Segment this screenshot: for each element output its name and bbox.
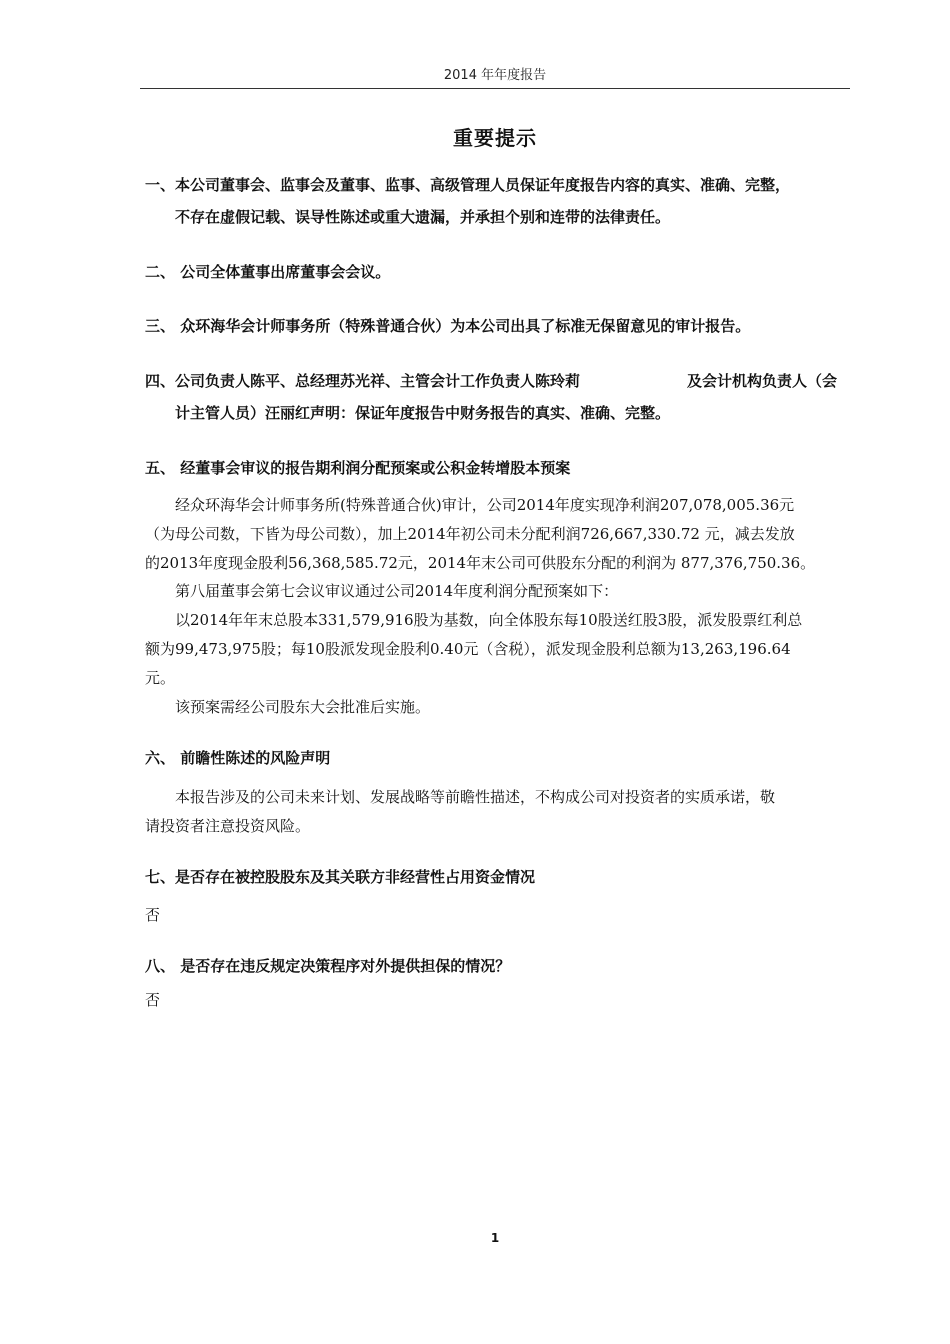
section-3: 三、 众环海华会计师事务所（特殊普通合伙）为本公司出具了标准无保留意见的审计报告。 [145, 317, 751, 335]
section-1-line-2: 不存在虚假记载、误导性陈述或重大遗漏，并承担个别和连带的法律责任。 [175, 208, 671, 226]
section-2: 二、 公司全体董事出席董事会会议。 [145, 263, 391, 281]
section-5-para-1-line-1: 经众环海华会计师事务所(特殊普通合伙)审计，公司2014年度实现净利润207,078,005.36元 [175, 496, 795, 514]
section-4-line-1a: 四、公司负责人陈平、总经理苏光祥、主管会计工作负责人陈玲莉 [145, 372, 581, 390]
section-5-para-3-line-1: 以2014年年末总股本331,579,916股为基数，向全体股东每10股送红股3股，派发股票红利总 [175, 611, 803, 629]
section-6-para-line-1: 本报告涉及的公司未来计划、发展战略等前瞻性描述，不构成公司对投资者的实质承诺，敬 [175, 788, 776, 806]
section-4-line-2: 计主管人员）汪丽红声明：保证年度报告中财务报告的真实、准确、完整。 [175, 404, 671, 422]
section-5-para-2: 第八届董事会第七会议审议通过公司2014年度利润分配预案如下： [175, 582, 619, 600]
header-divider [140, 88, 850, 89]
page-header-title: 2014 年年度报告 [443, 68, 547, 83]
section-7-answer: 否 [145, 906, 161, 924]
section-5-heading: 五、 经董事会审议的报告期利润分配预案或公积金转增股本预案 [145, 459, 571, 477]
page-number: 1 [490, 1231, 500, 1245]
section-5-para-1-line-3: 的2013年度现金股利56,368,585.72元，2014年末公司可供股东分配的利润为 877,376,750.36。 [145, 554, 816, 572]
section-5-para-1-line-2: （为母公司数，下皆为母公司数），加上2014年初公司未分配利润726,667,330.72 元，减去发放 [145, 525, 795, 543]
section-6-heading: 六、 前瞻性陈述的风险声明 [145, 749, 331, 767]
section-8-answer: 否 [145, 991, 161, 1009]
section-7-heading: 七、是否存在被控股股东及其关联方非经营性占用资金情况 [145, 868, 536, 886]
document-title: 重要提示 [453, 126, 537, 150]
section-4-line-1b: 及会计机构负责人（会 [687, 372, 838, 390]
section-5-para-4: 该预案需经公司股东大会批准后实施。 [175, 698, 431, 716]
section-8-heading: 八、 是否存在违反规定决策程序对外提供担保的情况？ [145, 957, 511, 975]
section-5-para-3-line-2: 额为99,473,975股；每10股派发现金股利0.40元（含税），派发现金股利总额为13,263,196.64 [145, 640, 791, 658]
section-5-para-3-line-3: 元。 [145, 669, 176, 687]
section-1-line-1: 一、本公司董事会、监事会及董事、监事、高级管理人员保证年度报告内容的真实、准确、完整， [145, 176, 791, 194]
section-6-para-line-2: 请投资者注意投资风险。 [145, 817, 311, 835]
